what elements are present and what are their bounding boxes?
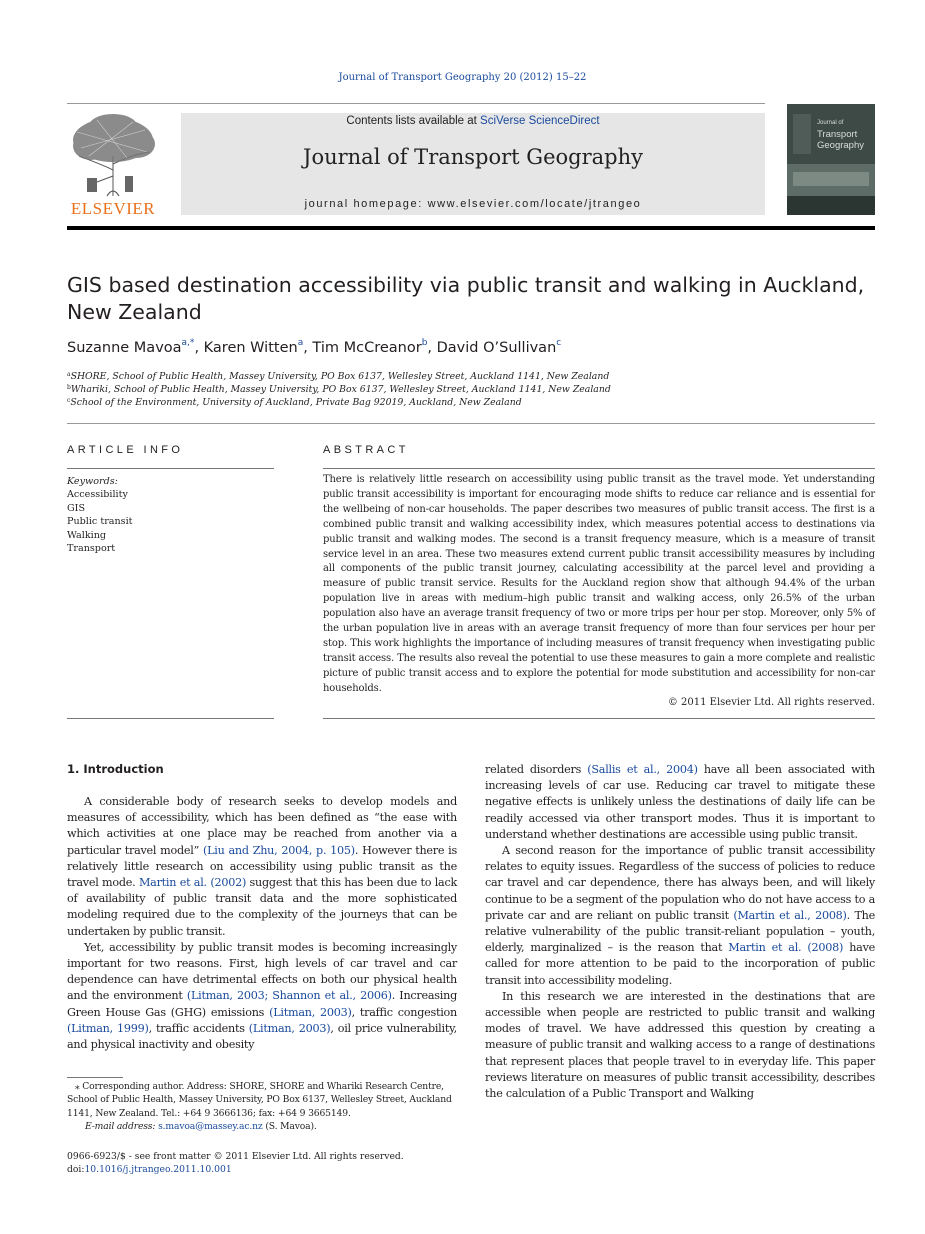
tree-logo-icon <box>67 112 159 198</box>
elsevier-logo <box>67 112 159 217</box>
keywords-block <box>67 475 133 555</box>
affiliation <box>67 371 609 382</box>
citation-link[interactable]: (Sallis et al., 2004) <box>587 763 698 776</box>
paragraph <box>485 843 875 989</box>
author-affiliation-mark[interactable]: b <box>421 338 428 348</box>
keyword: GIS <box>67 502 86 514</box>
article-info-heading: ARTICLE INFO <box>67 444 184 456</box>
author-name: David O’Sullivan <box>436 340 557 356</box>
cover-bottom-band <box>787 196 875 215</box>
citation-link[interactable]: (Liu and Zhu, 2004, p. 105) <box>203 843 355 857</box>
citation-link[interactable]: (Litman, 2003; Shannon et al., 2006) <box>186 989 392 1003</box>
body-left-column <box>67 794 457 1053</box>
journal-cover <box>787 104 875 215</box>
cover-image-detail <box>793 172 869 186</box>
citation-link[interactable]: (Litman, 2003) <box>269 1005 352 1019</box>
author-affiliation-mark[interactable]: c <box>556 338 562 348</box>
affiliation-text: Whariki, School of Public Health, Massey University, PO Box 6137, Wellesley Street, Auckland 1141, New Zealand <box>70 384 611 395</box>
contents-line <box>181 115 765 127</box>
footnote-mark: ⁎ <box>75 1081 80 1092</box>
journal-banner <box>181 113 765 215</box>
homepage-prefix: journal homepage: <box>304 198 428 210</box>
text-run: Yet, accessibility by public transit modes is becoming increasingly important for two reasons. First, high levels of car travel and car dependence can have detrimental effects on both our physical health and the environment <box>67 940 457 1003</box>
homepage-url[interactable]: www.elsevier.com/locate/jtrangeo <box>427 198 642 210</box>
corresponding-author-footnote <box>67 1080 457 1134</box>
text-run: A second reason for the importance of public transit accessibility relates to equity issues. Regardless of the success of policies to reduce car travel and car dependence, there has always been, and will likely continue to be a segment of the population who do not have access to a private car and are reliant on public transit <box>485 844 875 922</box>
text-run: . Increasing Green House Gas (GHG) emissions <box>67 989 457 1019</box>
text-run: A considerable body of research seeks to develop models and measures of accessibility, which has been defined as “the ease with which activities at one place may be reached from another via a particular travel model” <box>67 795 457 857</box>
text-run: , oil price vulnerability, and physical inactivity and obesity <box>67 1021 457 1052</box>
citation-link[interactable]: Martin et al. (2008) <box>728 941 844 955</box>
sciencedirect-link[interactable]: SciVerse ScienceDirect <box>480 115 600 127</box>
doi-link[interactable]: 10.1016/j.jtrangeo.2011.10.001 <box>84 1164 232 1176</box>
doi-label: doi: <box>67 1164 85 1176</box>
journal-title: Journal of Transport Geography <box>303 145 643 169</box>
footnote-email-line <box>67 1120 457 1133</box>
section-heading-introduction: 1. Introduction <box>67 762 164 776</box>
text-run: . However there is relatively little research on accessibility using public transit as the travel mode. <box>67 843 457 890</box>
cover-title-line1: Journal of <box>817 120 844 126</box>
header-divider <box>67 103 765 104</box>
affiliation <box>67 397 522 408</box>
keywords-label: Keywords: <box>67 476 118 487</box>
paragraph <box>67 794 457 940</box>
article-title: GIS based destination accessibility via public transit and walking in Auckland, New Zealand <box>67 273 865 324</box>
author-list: Suzanne Mavoa$^{a,*}$, Karen Witten$^a$, Tim McCreanor$^b$, David O’Sullivan$^c$ <box>67 338 562 356</box>
footnote-text <box>67 1080 457 1120</box>
email-label: E-mail address: <box>85 1121 159 1133</box>
affiliation <box>67 384 611 395</box>
abstract-rule <box>323 468 875 469</box>
abstract-text: There is relatively little research on accessibility using public transit as the travel mode. Yet understanding public transit accessibility is important for encouraging mode shifts to reduce car reliance and is essential for the wellbeing of non-car households. The paper describes two measures of public transit access. The first is a combined public transit and walking accessibility index, which measures potential access to destinations via public transit and walking modes. The second is a transit frequency measure, which is a measure of transit service level in an area. These two measures extend current public transit accessibility measures by including all components of the public transit journey, calculating accessibility at the parcel level and providing a measure of public transit service. Results for the Auckland region show that although 94.4% of the urban population live in areas with medium–high public transit and walking access, only 26.5% of the urban population also have an average transit frequency of two or more trips per hour per stop. Moreover, only 5% of the urban population live in areas with an average transit frequency of more than four services per hour per stop. This work highlights the importance of including measures of transit frequency when investigating public transit access. The results also reveal the potential to use these measures to gain a more complete and realistic picture of public transit access and to explore the potential for mode substitution and accessibility for non-car households. <box>323 474 875 694</box>
keyword: Walking <box>67 529 107 541</box>
front-matter <box>67 1150 404 1177</box>
author-affiliation-mark[interactable]: a,* <box>181 338 195 348</box>
text-run: . The relative vulnerability of the public transit-reliant population – youth, elderly, marginalized – is the reason that <box>485 908 875 955</box>
email-link[interactable]: s.mavoa@massey.ac.nz <box>158 1121 263 1133</box>
text-run: have all been associated with increasing levels of car use. Reducing car travel to mitigate these negative effects is unlikely unless the destinations of daily life can be readily accessed via other transport modes. Thus it is important to understand whether destinations are accessible using public transit. <box>485 763 876 841</box>
affiliation-mark: a <box>67 371 71 378</box>
affiliation-text: School of the Environment, University of Auckland, Private Bag 92019, Auckland, New Zealand <box>70 397 522 408</box>
text-run: , traffic congestion <box>351 1005 457 1019</box>
doi-line <box>67 1163 404 1176</box>
publisher-name: ELSEVIER <box>70 199 156 218</box>
author-name: Karen Witten <box>203 340 298 356</box>
copyright-notice: © 2011 Elsevier Ltd. All rights reserved. <box>667 697 875 708</box>
text-run: suggest that this has been due to lack of availability of public transit data and the more sophisticated modeling required due to the complexity of the journeys that can be undertaken by public transit. <box>67 876 458 938</box>
author-name: Suzanne Mavoa <box>67 340 182 356</box>
affiliation-text: SHORE, School of Public Health, Massey University, PO Box 6137, Wellesley Street, Auckland 1141, New Zealand <box>70 371 610 382</box>
footnote-body: Corresponding author. Address: SHORE, SHORE and Whariki Research Centre, School of Public Health, Massey University, PO Box 6137, Wellesley Street, Auckland 1141, New Zealand. Tel.: +64 9 3666136; fax: +64 9 3665149. <box>67 1081 452 1119</box>
keyword: Transport <box>67 543 116 555</box>
footnote-rule <box>67 1077 123 1078</box>
contents-prefix: Contents lists available at <box>346 115 481 127</box>
cover-title <box>817 118 864 151</box>
article-info-bottom-rule <box>67 718 274 719</box>
abstract-heading: ABSTRACT <box>323 444 409 456</box>
paragraph: In this research we are interested in the destinations that are accessible when people are restricted to public transit and walking modes of travel. We have addressed this question by creating a measure of public transit and walking access to a range of destinations that represent places that people travel to in everyday life. This paper reviews literature on measures of public transit accessibility, describes the calculation of a Public Transport and Walking <box>485 989 875 1101</box>
cover-spine <box>793 114 811 154</box>
paragraph <box>485 762 875 843</box>
citation-link[interactable]: (Martin et al., 2008) <box>733 908 847 922</box>
affiliation-divider <box>67 423 875 424</box>
affiliation-mark: b <box>67 384 71 391</box>
journal-citation[interactable]: Journal of Transport Geography 20 (2012) 15–22 <box>338 72 587 83</box>
keyword: Public transit <box>67 516 133 528</box>
author-name: Tim McCreanor <box>312 340 422 356</box>
email-suffix: (S. Mavoa). <box>262 1121 317 1133</box>
issn-line: 0966-6923/$ - see front matter © 2011 Elsevier Ltd. All rights reserved. <box>67 1151 404 1162</box>
text-run: , traffic accidents <box>148 1021 249 1035</box>
text-run: related disorders <box>485 763 588 776</box>
body-right-column <box>485 762 875 1102</box>
cover-title-line3: Geography <box>817 140 865 151</box>
citation-link[interactable]: (Litman, 2003) <box>248 1021 331 1035</box>
header-thick-rule <box>67 226 875 230</box>
citation-link[interactable]: Martin et al. (2002) <box>138 876 247 890</box>
author-affiliation-mark[interactable]: a <box>297 338 304 348</box>
keyword: Accessibility <box>67 489 128 501</box>
journal-homepage <box>181 198 765 210</box>
citation-link[interactable]: (Litman, 1999) <box>67 1021 149 1035</box>
text-run: have called for more attention to be paid to the incorporation of public transit into accessibility modeling. <box>485 941 876 987</box>
affiliation-mark: c <box>67 397 71 404</box>
article-info-rule <box>67 468 274 469</box>
abstract-bottom-rule <box>323 718 875 719</box>
paragraph <box>67 940 457 1053</box>
cover-title-line2: Transport <box>817 129 858 140</box>
